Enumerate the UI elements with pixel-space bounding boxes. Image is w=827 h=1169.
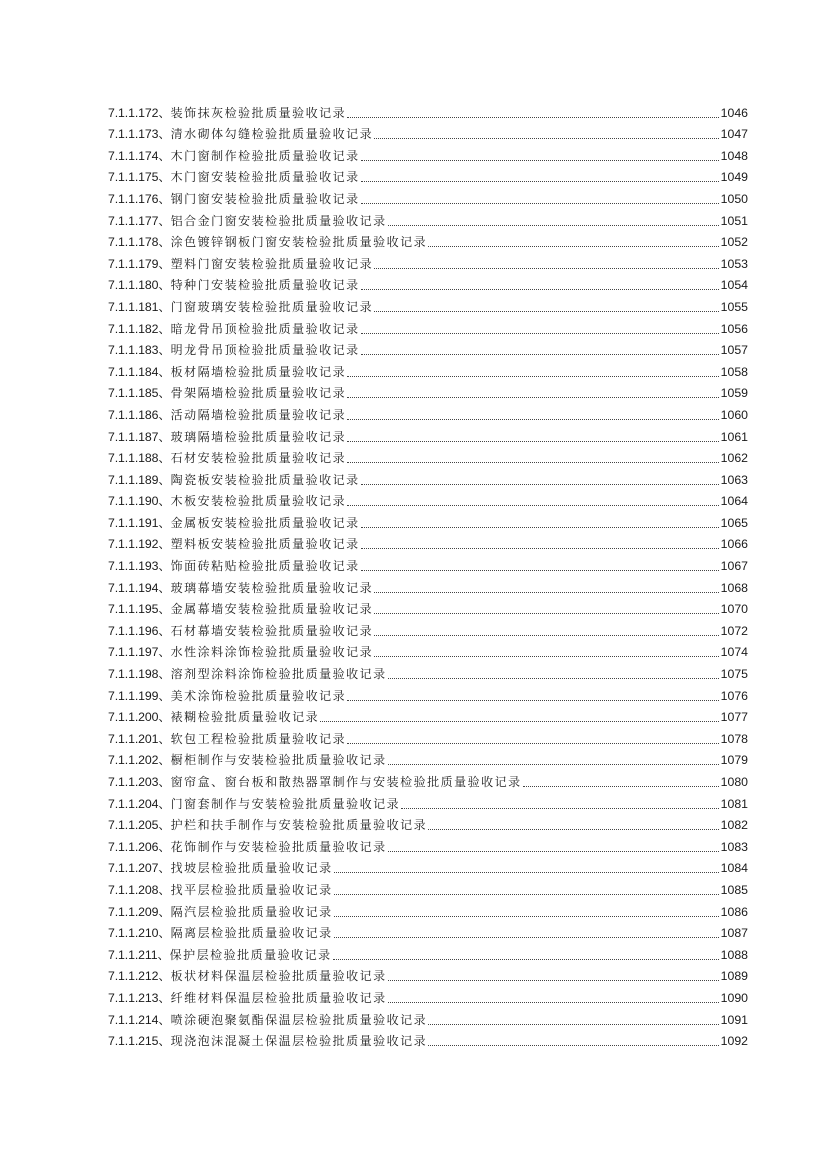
toc-entry-page-number: 1053	[720, 256, 748, 271]
toc-entry-title: 石材安装检验批质量验收记录	[170, 451, 347, 466]
toc-entry[interactable]	[108, 878, 748, 900]
dot-leader	[334, 915, 719, 917]
toc-entry-title: 清水砌体勾缝检验批质量验收记录	[170, 127, 374, 142]
toc-entry-number: 7.1.1.173、	[108, 127, 171, 142]
toc-entry-page-number: 1059	[720, 386, 748, 401]
toc-entry-title: 溶剂型涂料涂饰检验批质量验收记录	[170, 667, 387, 682]
toc-entry-page-number: 1084	[720, 861, 748, 876]
toc-entry-page-number: 1091	[720, 1012, 748, 1027]
dot-leader	[374, 655, 719, 657]
toc-entry[interactable]	[108, 598, 748, 620]
toc-entry-page-number: 1086	[720, 904, 748, 919]
toc-entry[interactable]	[108, 533, 748, 555]
toc-entry-page-number: 1079	[720, 753, 748, 768]
toc-entry-page-number: 1077	[720, 710, 748, 725]
toc-entry-title: 木板安装检验批质量验收记录	[170, 494, 347, 509]
toc-entry-title: 玻璃隔墙检验批质量验收记录	[170, 429, 347, 444]
toc-entry-page-number: 1070	[720, 602, 748, 617]
dot-leader	[374, 591, 719, 593]
toc-entry[interactable]	[108, 857, 748, 879]
toc-entry[interactable]	[108, 770, 748, 792]
toc-entry-title: 门窗玻璃安装检验批质量验收记录	[170, 299, 374, 314]
toc-entry[interactable]	[108, 274, 748, 296]
toc-entry-page-number: 1092	[720, 1034, 748, 1049]
toc-entry-page-number: 1083	[720, 839, 748, 854]
dot-leader	[388, 850, 719, 852]
toc-entry[interactable]	[108, 468, 748, 490]
toc-entry-page-number: 1082	[720, 818, 748, 833]
dot-leader	[347, 504, 719, 506]
toc-entry-page-number: 1065	[720, 515, 748, 530]
toc-entry-number: 7.1.1.204、	[108, 796, 171, 811]
toc-entry-title: 板材隔墙检验批质量验收记录	[170, 364, 347, 379]
dot-leader	[347, 440, 719, 442]
toc-entry-page-number: 1090	[720, 990, 748, 1005]
toc-entry-page-number: 1068	[720, 580, 748, 595]
dot-leader	[388, 1001, 719, 1003]
toc-entry[interactable]	[108, 706, 748, 728]
toc-entry-number: 7.1.1.202、	[108, 753, 171, 768]
toc-entry[interactable]	[108, 986, 748, 1008]
toc-entry[interactable]	[108, 447, 748, 469]
toc-entry[interactable]	[108, 922, 748, 944]
toc-entry-title: 特种门安装检验批质量验收记录	[170, 278, 360, 293]
toc-entry-title: 装饰抹灰检验批质量验收记录	[170, 105, 347, 120]
toc-entry-page-number: 1089	[720, 969, 748, 984]
dot-leader	[361, 569, 719, 571]
toc-entry-page-number: 1062	[720, 451, 748, 466]
toc-entry[interactable]	[108, 511, 748, 533]
toc-entry[interactable]	[108, 490, 748, 512]
toc-entry-number: 7.1.1.172、	[108, 105, 171, 120]
dot-leader	[347, 461, 719, 463]
toc-entry-title: 活动隔墙检验批质量验收记录	[170, 407, 347, 422]
toc-entry-title: 现浇泡沫混凝土保温层检验批质量验收记录	[170, 1034, 428, 1049]
toc-entry-title: 纤维材料保温层检验批质量验收记录	[170, 990, 387, 1005]
toc-entry[interactable]	[108, 554, 748, 576]
toc-entry-title: 金属板安装检验批质量验收记录	[170, 515, 360, 530]
toc-entry-page-number: 1074	[720, 645, 748, 660]
toc-entry-title: 板状材料保温层检验批质量验收记录	[170, 969, 387, 984]
toc-entry[interactable]	[108, 231, 748, 253]
dot-leader	[361, 159, 719, 161]
toc-entry-page-number: 1076	[720, 688, 748, 703]
toc-entry-title: 骨架隔墙检验批质量验收记录	[170, 386, 347, 401]
toc-entry-title: 暗龙骨吊顶检验批质量验收记录	[170, 321, 360, 336]
toc-entry-page-number: 1052	[720, 235, 748, 250]
toc-entry-title: 石材幕墙安装检验批质量验收记录	[170, 623, 374, 638]
toc-entry-number: 7.1.1.206、	[108, 839, 171, 854]
toc-entry[interactable]	[108, 576, 748, 598]
toc-entry[interactable]	[108, 252, 748, 274]
dot-leader	[374, 137, 719, 139]
toc-entry-page-number: 1057	[720, 343, 748, 358]
dot-leader	[523, 785, 719, 787]
dot-leader	[401, 807, 719, 809]
dot-leader	[347, 699, 719, 701]
toc-entry-page-number: 1046	[720, 105, 748, 120]
dot-leader	[347, 418, 719, 420]
toc-entry-page-number: 1066	[720, 537, 748, 552]
toc-entry-page-number: 1049	[720, 170, 748, 185]
toc-entry-page-number: 1081	[720, 796, 748, 811]
dot-leader	[361, 202, 719, 204]
dot-leader	[361, 547, 719, 549]
dot-leader	[428, 245, 719, 247]
toc-entry-number: 7.1.1.201、	[108, 731, 171, 746]
toc-entry-number: 7.1.1.191、	[108, 515, 171, 530]
dot-leader	[334, 871, 719, 873]
toc-entry-number: 7.1.1.178、	[108, 235, 171, 250]
toc-entry-title: 陶瓷板安装检验批质量验收记录	[170, 472, 360, 487]
toc-entry-page-number: 1056	[720, 321, 748, 336]
toc-entry-number: 7.1.1.214、	[108, 1012, 171, 1027]
dot-leader	[361, 288, 719, 290]
toc-entry-number: 7.1.1.192、	[108, 537, 171, 552]
dot-leader	[347, 396, 719, 398]
toc-entry[interactable]	[108, 814, 748, 836]
toc-entry[interactable]	[108, 1030, 748, 1052]
toc-entry[interactable]	[108, 209, 748, 231]
toc-entry-number: 7.1.1.208、	[108, 882, 171, 897]
dot-leader	[347, 116, 719, 118]
toc-entry-title: 隔离层检验批质量验收记录	[170, 926, 333, 941]
toc-entry-title: 窗帘盒、窗台板和散热器罩制作与安装检验批质量验收记录	[170, 775, 522, 789]
toc-entry[interactable]	[108, 1008, 748, 1030]
toc-entry[interactable]	[108, 965, 748, 987]
toc-entry-number: 7.1.1.215、	[108, 1034, 171, 1049]
toc-entry-title: 美术涂饰检验批质量验收记录	[170, 688, 347, 703]
toc-entry[interactable]	[108, 166, 748, 188]
toc-entry[interactable]	[108, 295, 748, 317]
toc-entry[interactable]	[108, 727, 748, 749]
dot-leader	[374, 267, 719, 269]
toc-entry-page-number: 1087	[720, 926, 748, 941]
toc-entry[interactable]	[108, 339, 748, 361]
toc-entry-number: 7.1.1.205、	[108, 818, 171, 833]
toc-entry-number: 7.1.1.207、	[108, 861, 171, 876]
toc-entry-number: 7.1.1.210、	[108, 926, 171, 941]
toc-entry-page-number: 1055	[720, 299, 748, 314]
toc-entry-title: 找平层检验批质量验收记录	[170, 882, 333, 897]
toc-entry-title: 喷涂硬泡聚氨酯保温层检验批质量验收记录	[170, 1012, 428, 1027]
dot-leader	[361, 332, 719, 334]
toc-entry[interactable]	[108, 101, 748, 123]
toc-entry-page-number: 1048	[720, 148, 748, 163]
toc-entry-title: 隔汽层检验批质量验收记录	[170, 904, 333, 919]
toc-entry-title: 钢门窗安装检验批质量验收记录	[170, 191, 360, 206]
dot-leader	[374, 634, 719, 636]
toc-entry-number: 7.1.1.179、	[108, 256, 171, 271]
toc-entry-number: 7.1.1.193、	[108, 559, 171, 574]
toc-entry[interactable]	[108, 641, 748, 663]
dot-leader	[428, 828, 719, 830]
toc-entry[interactable]	[108, 684, 748, 706]
dot-leader	[388, 677, 719, 679]
dot-leader	[374, 612, 719, 614]
toc-entry-title: 裱糊检验批质量验收记录	[170, 710, 320, 725]
toc-entry-title: 门窗套制作与安装检验批质量验收记录	[170, 796, 401, 811]
toc-entry-number: 7.1.1.181、	[108, 299, 171, 314]
toc-entry-page-number: 1054	[720, 278, 748, 293]
toc-entry-page-number: 1063	[720, 472, 748, 487]
toc-entry-page-number: 1058	[720, 364, 748, 379]
toc-entry-page-number: 1060	[720, 407, 748, 422]
dot-leader	[333, 958, 719, 960]
toc-entry-title: 花饰制作与安装检验批质量验收记录	[170, 839, 387, 854]
toc-entry-page-number: 1047	[720, 127, 748, 142]
dot-leader	[361, 483, 719, 485]
toc-entry-number: 7.1.1.182、	[108, 321, 171, 336]
toc-entry[interactable]	[108, 382, 748, 404]
toc-entry-number: 7.1.1.198、	[108, 667, 171, 682]
toc-entry-number: 7.1.1.195、	[108, 602, 171, 617]
toc-entry-page-number: 1078	[720, 731, 748, 746]
toc-entry-number: 7.1.1.174、	[108, 148, 171, 163]
toc-entry[interactable]	[108, 900, 748, 922]
toc-entry-title: 塑料门窗安装检验批质量验收记录	[170, 256, 374, 271]
toc-entry-number: 7.1.1.199、	[108, 688, 171, 703]
toc-entry-title: 软包工程检验批质量验收记录	[170, 731, 347, 746]
toc-entry-page-number: 1050	[720, 191, 748, 206]
toc-entry-number: 7.1.1.175、	[108, 170, 171, 185]
toc-entry-title: 橱柜制作与安装检验批质量验收记录	[170, 753, 387, 768]
toc-entry[interactable]	[108, 619, 748, 641]
toc-entry-number: 7.1.1.183、	[108, 343, 171, 358]
toc-entry[interactable]	[108, 943, 748, 965]
toc-entry-title: 保护层检验批质量验收记录	[169, 947, 332, 962]
toc-entry-page-number: 1085	[720, 882, 748, 897]
toc-entry[interactable]	[108, 187, 748, 209]
toc-entry-page-number: 1080	[720, 775, 748, 789]
toc-entry-page-number: 1088	[720, 947, 748, 962]
toc-entry-number: 7.1.1.200、	[108, 710, 171, 725]
toc-entry-title: 塑料板安装检验批质量验收记录	[170, 537, 360, 552]
toc-entry[interactable]	[108, 403, 748, 425]
toc-entry-number: 7.1.1.185、	[108, 386, 171, 401]
toc-entry-number: 7.1.1.209、	[108, 904, 171, 919]
toc-entry-title: 明龙骨吊顶检验批质量验收记录	[170, 343, 360, 358]
toc-entry[interactable]	[108, 835, 748, 857]
dot-leader	[374, 310, 719, 312]
toc-entry-number: 7.1.1.197、	[108, 645, 171, 660]
toc-entry-number: 7.1.1.189、	[108, 472, 171, 487]
toc-entry-title: 玻璃幕墙安装检验批质量验收记录	[170, 580, 374, 595]
toc-entry-title: 饰面砖粘贴检验批质量验收记录	[170, 559, 360, 574]
dot-leader	[320, 720, 719, 722]
toc-entry-title: 木门窗制作检验批质量验收记录	[170, 148, 360, 163]
dot-leader	[361, 180, 719, 182]
dot-leader	[428, 1023, 719, 1025]
dot-leader	[361, 526, 719, 528]
toc-entry-number: 7.1.1.212、	[108, 969, 171, 984]
toc-entry-title: 护栏和扶手制作与安装检验批质量验收记录	[170, 818, 428, 833]
toc-entry-title: 涂色镀锌钢板门窗安装检验批质量验收记录	[170, 235, 428, 250]
dot-leader	[388, 224, 719, 226]
toc-entry-number: 7.1.1.176、	[108, 191, 171, 206]
toc-entry-page-number: 1061	[720, 429, 748, 444]
toc-entry-title: 水性涂料涂饰检验批质量验收记录	[170, 645, 374, 660]
toc-entry-title: 铝合金门窗安装检验批质量验收记录	[170, 213, 387, 228]
toc-entry-number: 7.1.1.187、	[108, 429, 171, 444]
toc-entry[interactable]	[108, 317, 748, 339]
dot-leader	[347, 742, 719, 744]
toc-entry-title: 金属幕墙安装检验批质量验收记录	[170, 602, 374, 617]
toc-entry-number: 7.1.1.180、	[108, 278, 171, 293]
toc-entry[interactable]	[108, 749, 748, 771]
toc-entry-number: 7.1.1.184、	[108, 364, 171, 379]
dot-leader	[388, 979, 719, 981]
dot-leader	[428, 1044, 719, 1046]
toc-entry-title: 木门窗安装检验批质量验收记录	[170, 170, 360, 185]
dot-leader	[347, 375, 719, 377]
toc-entry-page-number: 1067	[720, 559, 748, 574]
toc-entry[interactable]	[108, 123, 748, 145]
toc-entry[interactable]	[108, 662, 748, 684]
toc-entry-number: 7.1.1.186、	[108, 407, 171, 422]
table-of-contents	[108, 101, 748, 1051]
toc-entry-page-number: 1064	[720, 494, 748, 509]
toc-entry-page-number: 1075	[720, 667, 748, 682]
toc-entry-title: 找坡层检验批质量验收记录	[170, 861, 333, 876]
toc-entry[interactable]	[108, 144, 748, 166]
dot-leader	[361, 353, 719, 355]
toc-entry[interactable]	[108, 792, 748, 814]
toc-entry-number: 7.1.1.203、	[108, 775, 171, 789]
dot-leader	[334, 893, 719, 895]
toc-entry-number: 7.1.1.194、	[108, 580, 171, 595]
toc-entry-number: 7.1.1.213、	[108, 990, 171, 1005]
toc-entry[interactable]	[108, 425, 748, 447]
toc-entry-page-number: 1051	[720, 213, 748, 228]
toc-entry-number: 7.1.1.196、	[108, 623, 171, 638]
toc-entry-page-number: 1072	[720, 623, 748, 638]
dot-leader	[388, 763, 719, 765]
toc-entry-number: 7.1.1.190、	[108, 494, 171, 509]
toc-entry-number: 7.1.1.211、	[108, 947, 170, 962]
toc-entry-number: 7.1.1.177、	[108, 213, 171, 228]
dot-leader	[334, 936, 719, 938]
toc-entry[interactable]	[108, 360, 748, 382]
toc-entry-number: 7.1.1.188、	[108, 451, 171, 466]
